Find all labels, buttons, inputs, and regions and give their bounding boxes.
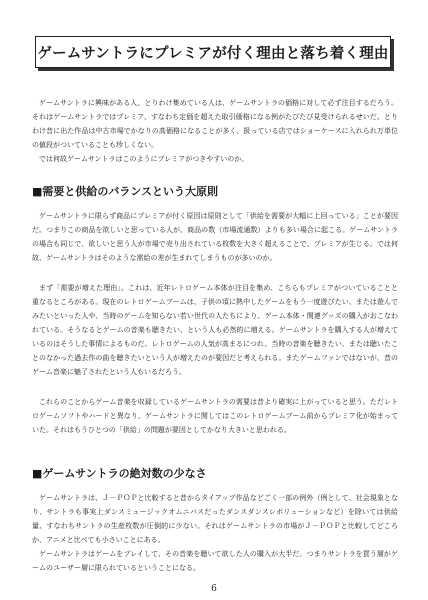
- section2-paragraph-1: ゲームサントラは、Ｊ－ＰＯＰと比較すると昔からタイアップ作品などごく一部の例外（例として、社会現象となり、サントラも事実上ダンスミュージックオムニバスだったダンスダンスレボリューションなど）を除いては供給量、すなわちサントラの生産枚数が圧倒的に少ない。それはゲームサントラの市場がＪ－ＰＯＰと比較してどころか、アニメと比べても小さいことにある。: [32, 494, 398, 544]
- page-title-box: [35, 36, 391, 68]
- intro-paragraph-2: では何故ゲームサントラはこのようにプレミアがつきやすいのか。: [39, 155, 249, 163]
- section-heading-absolute-count: ■ゲームサントラの絶対数の少なさ: [32, 467, 207, 480]
- section1-paragraph-2: まず「需要が増えた理由」。これは、近年レトロゲーム本体が注目を集め、こちらもプレミアがついていることと重なるところがある。現在のレトロゲームブームは、子供の頃に熱中したゲームをもう一度遊びたい、または遊んでみたいといった人や、当時のゲームを知らない若い世代の人たちにより、ゲーム本体・関連グッズの購入がおこなわれている。そうなるとゲームの音楽も聴きたい、という人も必然的に増える。ゲームサントラを購入する人が増えているのはそうした事情によるものだ。レトロゲームの人気が高まるにつれ、当時の音楽を聴きたい、または聴いたことのなかった過去作の曲を聴きたいという人が増えたのが要因だと考えられる。またゲームファンではないが、昔のゲーム音楽に魅了されたという人もいるだろう。: [32, 284, 398, 376]
- section1-paragraph-3: これらのことからゲーム音楽を収録しているゲームサントラの需要は昔より確実に上がっていると思う。ただレトロゲームソフトやハードと異なり、ゲームサントラに関してはこのレトロゲームブーム前からプレミア化が始まっていた。それはもうひとつの「供給」の問題が要因としてかなり大きいと思われる。: [32, 398, 398, 434]
- section1-paragraph-1: ゲームサントラに限らず商品にプレミアが付く原因は原則として「供給を需要が大幅に上回っている」ことが要因だ。つまりこの商品を欲しいと思っている人が、商品の数（市場流通数）よりも多い場合に起こる。ゲームサントラの場合も同じで、欲しいと思う人が市場で売り出されている枚数を大きく超えることで、プレミアが生じる。では何故、ゲームサントラはそのような需給の差が生まれてしまうものが多いのか。: [32, 212, 398, 262]
- page-title: ゲームサントラにプレミアが付く理由と落ち着く理由: [37, 45, 389, 62]
- intro-paragraph-1: ゲームサントラに興味がある人、とりわけ集めている人は、ゲームサントラの価格に対して必ず注目するだろう。それはゲームサントラではプレミア、すなわち定価を超えた取引価格になる例がたびたび見受けられるせいだ。とりわけ昔に出た作品は中古市場でかなりの高価格になることが多く、扱っている店ではショーケースに入れられ万単位の値段がついていることも珍しくない。: [32, 99, 398, 149]
- section-heading-supply-demand: ■需要と供給のバランスという大原則: [32, 185, 219, 198]
- section2-paragraph-2: ゲームサントラはゲームをプレイして、その音楽を聴いて欲した人の購入が大半だ。つまりサントラを買う層がゲームのユーザー層に限られているということになる。: [32, 550, 398, 572]
- page-number: 6: [211, 584, 217, 594]
